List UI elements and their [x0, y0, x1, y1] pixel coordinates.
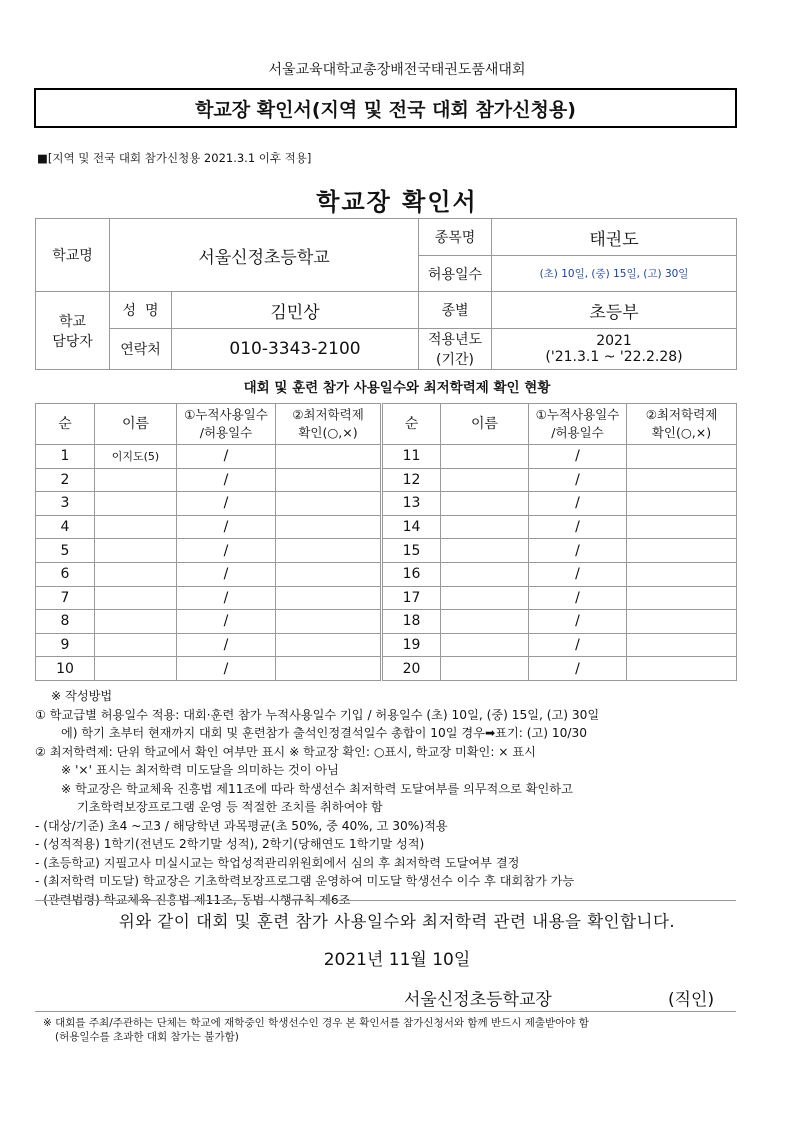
divider [35, 900, 736, 901]
student-name-cell [441, 445, 529, 469]
header-academic-line1: ②최저학력제 [292, 407, 364, 422]
usage-days-cell: / [177, 445, 276, 469]
table-row [36, 468, 737, 492]
school-info-table [35, 218, 737, 370]
footnote-line1: ※ 대회를 주최/주관하는 단체는 학교에 재학중인 학생선수인 경우 본 확인서를 참가신청서와 함께 반드시 제출받아야 함 [43, 1017, 589, 1029]
contact-label [36, 292, 110, 370]
divider [35, 1011, 736, 1012]
writing-instructions [35, 687, 740, 909]
name-value: 김민상 [172, 292, 419, 329]
row-number-cell: 18 [382, 610, 441, 634]
student-name-cell [95, 562, 177, 586]
usage-days-cell: / [177, 515, 276, 539]
student-name-cell [441, 562, 529, 586]
usage-days-cell: / [529, 586, 627, 610]
row-number-cell: 5 [36, 539, 95, 563]
row-number-cell: 11 [382, 445, 441, 469]
note-2-sub1: ※ '×' 표시는 최저학력 미도달을 의미하는 것이 아님 [61, 763, 339, 777]
student-name-cell [95, 468, 177, 492]
student-name-cell [95, 610, 177, 634]
row-number-cell: 7 [36, 586, 95, 610]
academic-check-cell [276, 539, 382, 563]
usage-days-cell: / [529, 562, 627, 586]
usage-days-cell: / [177, 633, 276, 657]
detail-below-minimum: - (최저학력 미도달) 학교장은 기초학력보장프로그램 운영하여 미도달 학생선수 이수 후 대회참가 가능 [35, 874, 575, 888]
year-label-line1: 적용년도 [427, 332, 483, 348]
sport-label: 종목명 [419, 219, 492, 256]
usage-table [35, 403, 737, 681]
year-value-line1: 2021 [596, 333, 632, 349]
academic-check-cell [276, 445, 382, 469]
student-name-cell [95, 633, 177, 657]
usage-days-cell: / [529, 468, 627, 492]
year-value-line2: ('21.3.1 ~ '22.2.28) [545, 349, 683, 365]
usage-days-cell: / [529, 445, 627, 469]
table-row [36, 515, 737, 539]
year-label-line2: (기간) [436, 352, 474, 368]
usage-days-cell: / [529, 610, 627, 634]
student-name-cell [441, 515, 529, 539]
school-label: 학교명 [36, 219, 110, 292]
academic-check-cell [627, 657, 737, 681]
academic-check-cell [627, 445, 737, 469]
row-number-cell: 3 [36, 492, 95, 516]
usage-days-cell: / [177, 610, 276, 634]
row-number-cell: 19 [382, 633, 441, 657]
academic-check-cell [276, 633, 382, 657]
name-label: 성 명 [110, 292, 172, 329]
academic-check-cell [276, 586, 382, 610]
event-name: 서울교육대학교총장배전국태권도품새대회 [268, 62, 526, 78]
table-row [36, 657, 737, 681]
table-row [36, 539, 737, 563]
row-number-cell: 13 [382, 492, 441, 516]
phone-label: 연락처 [110, 329, 172, 370]
header-name-left: 이름 [95, 404, 177, 445]
academic-check-cell [276, 610, 382, 634]
header-days-left [177, 404, 276, 445]
academic-check-cell [276, 515, 382, 539]
row-number-cell: 16 [382, 562, 441, 586]
sport-name: 태권도 [492, 219, 737, 256]
applies-note: ■[지역 및 전국 대회 참가신청용 2021.3.1 이후 적용] [37, 151, 312, 165]
student-name-cell [95, 515, 177, 539]
usage-days-cell: / [177, 586, 276, 610]
header-days-line1: ①누적사용일수 [535, 407, 620, 422]
academic-check-cell [627, 633, 737, 657]
header-academic-left [276, 404, 382, 445]
row-number-cell: 20 [382, 657, 441, 681]
row-number-cell: 14 [382, 515, 441, 539]
year-value [492, 329, 737, 370]
usage-days-cell: / [177, 562, 276, 586]
table-row [36, 562, 737, 586]
header-days-line2: /허용일수 [199, 425, 253, 440]
document-title: 학교장 확인서 [316, 188, 478, 216]
student-name-cell [441, 657, 529, 681]
note-1-line1: ① 학교급별 허용일수 적용: 대회·훈련 참가 누적사용일수 기입 / 허용일수 (초) 10일, (중) 15일, (고) 30일 [35, 707, 600, 722]
row-number-cell: 12 [382, 468, 441, 492]
header-days-line1: ①누적사용일수 [184, 407, 268, 422]
academic-check-cell [276, 468, 382, 492]
academic-check-cell [627, 515, 737, 539]
usage-days-cell: / [529, 492, 627, 516]
row-number-cell: 4 [36, 515, 95, 539]
student-name-cell [441, 633, 529, 657]
note-2-sub2: ※ 학교장은 학교체육 진흥법 제11조에 따라 학생선수 최저학력 도달여부를 의무적으로 확인하고 [61, 781, 573, 796]
table-row [36, 633, 737, 657]
usage-days-cell: / [529, 539, 627, 563]
note-1-line2: 에) 학기 초부터 현재까지 대회 및 훈련참가 출석인정결석일수 총합이 10일 경우➡표기: (고) 10/30 [61, 726, 587, 740]
category-label: 종별 [419, 292, 492, 329]
notes-heading: ※ 작성방법 [51, 689, 113, 703]
usage-days-cell: / [177, 539, 276, 563]
usage-days-cell: / [177, 657, 276, 681]
detail-target: - (대상/기준) 초4 ~고3 / 해당학년 과목평균(초 50%, 중 40%, 고 30%)적용 [35, 818, 448, 833]
usage-days-cell: / [529, 515, 627, 539]
row-number-cell: 8 [36, 610, 95, 634]
principal-name: 서울신정초등학교장 [404, 990, 552, 1010]
table-row [36, 586, 737, 610]
form-title: 학교장 확인서(지역 및 전국 대회 참가신청용) [195, 98, 576, 121]
header-academic-line2: 확인(○,×) [651, 425, 712, 440]
year-label [419, 329, 492, 370]
note-2-sub3: 기초학력보장프로그램 운영 등 적절한 조치를 취하여야 함 [77, 800, 383, 814]
student-name-cell [441, 468, 529, 492]
row-number-cell: 6 [36, 562, 95, 586]
table-row [36, 610, 737, 634]
detail-grades: - (성적적용) 1학기(전년도 2학기말 성적), 2학기(당해연도 1학기말 성적) [35, 837, 425, 851]
footnote [43, 1016, 743, 1044]
contact-label-line2: 담당자 [52, 333, 93, 350]
header-name-right: 이름 [441, 404, 529, 445]
row-number-cell: 2 [36, 468, 95, 492]
row-number-cell: 15 [382, 539, 441, 563]
student-name-cell [441, 492, 529, 516]
usage-days-cell: / [177, 468, 276, 492]
academic-check-cell [276, 562, 382, 586]
allowed-days-value: (초) 10일, (중) 15일, (고) 30일 [492, 256, 737, 292]
academic-check-cell [627, 586, 737, 610]
note-2-line1: ② 최저학력제: 단위 학교에서 확인 여부만 표시 ※ 학교장 확인: ○표시, 학교장 미확인: × 표시 [35, 744, 536, 759]
student-name-cell: 이지도(5) [95, 445, 177, 469]
table-row [36, 492, 737, 516]
usage-days-cell: / [529, 657, 627, 681]
detail-laws: - (관련법령) 학교체육 진흥법 제11조, 동법 시행규칙 제6조 [35, 892, 351, 907]
confirmation-statement: 위와 같이 대회 및 훈련 참가 사용일수와 최저학력 관련 내용을 확인합니다. [118, 912, 676, 931]
contact-label-line1: 학교 [58, 313, 87, 330]
header-no-right: 순 [382, 404, 441, 445]
form-title-box [34, 88, 737, 128]
table-row [36, 445, 737, 469]
row-number-cell: 10 [36, 657, 95, 681]
school-name: 서울신정초등학교 [110, 219, 419, 292]
category-value: 초등부 [492, 292, 737, 329]
header-no-left: 순 [36, 404, 95, 445]
allowed-days-label: 허용일수 [419, 256, 492, 292]
student-name-cell [95, 539, 177, 563]
academic-check-cell [627, 610, 737, 634]
official-seal-label: (직인) [668, 990, 715, 1010]
header-days-line2: /허용일수 [551, 425, 604, 440]
academic-check-cell [276, 657, 382, 681]
academic-check-cell [627, 468, 737, 492]
header-days-right [529, 404, 627, 445]
usage-days-cell: / [529, 633, 627, 657]
row-number-cell: 1 [36, 445, 95, 469]
student-name-cell [95, 657, 177, 681]
academic-check-cell [627, 562, 737, 586]
phone-value: 010-3343-2100 [172, 329, 419, 370]
row-number-cell: 17 [382, 586, 441, 610]
footnote-line2: (허용일수를 초과한 대회 참가는 불가함) [55, 1031, 239, 1043]
student-name-cell [441, 586, 529, 610]
row-number-cell: 9 [36, 633, 95, 657]
header-academic-right [627, 404, 737, 445]
header-academic-line2: 확인(○,×) [298, 425, 358, 440]
confirmation-date: 2021년 11월 10일 [323, 950, 471, 970]
student-name-cell [441, 610, 529, 634]
student-name-cell [95, 586, 177, 610]
academic-check-cell [276, 492, 382, 516]
usage-days-cell: / [177, 492, 276, 516]
section-heading: 대회 및 훈련 참가 사용일수와 최저학력제 확인 현황 [243, 380, 551, 396]
header-academic-line1: ②최저학력제 [645, 407, 718, 422]
student-name-cell [95, 492, 177, 516]
student-name-cell [441, 539, 529, 563]
detail-elementary: - (초등학교) 지필고사 미실시교는 학업성적관리위원회에서 심의 후 최저학력 도달여부 결정 [35, 855, 520, 870]
academic-check-cell [627, 492, 737, 516]
academic-check-cell [627, 539, 737, 563]
